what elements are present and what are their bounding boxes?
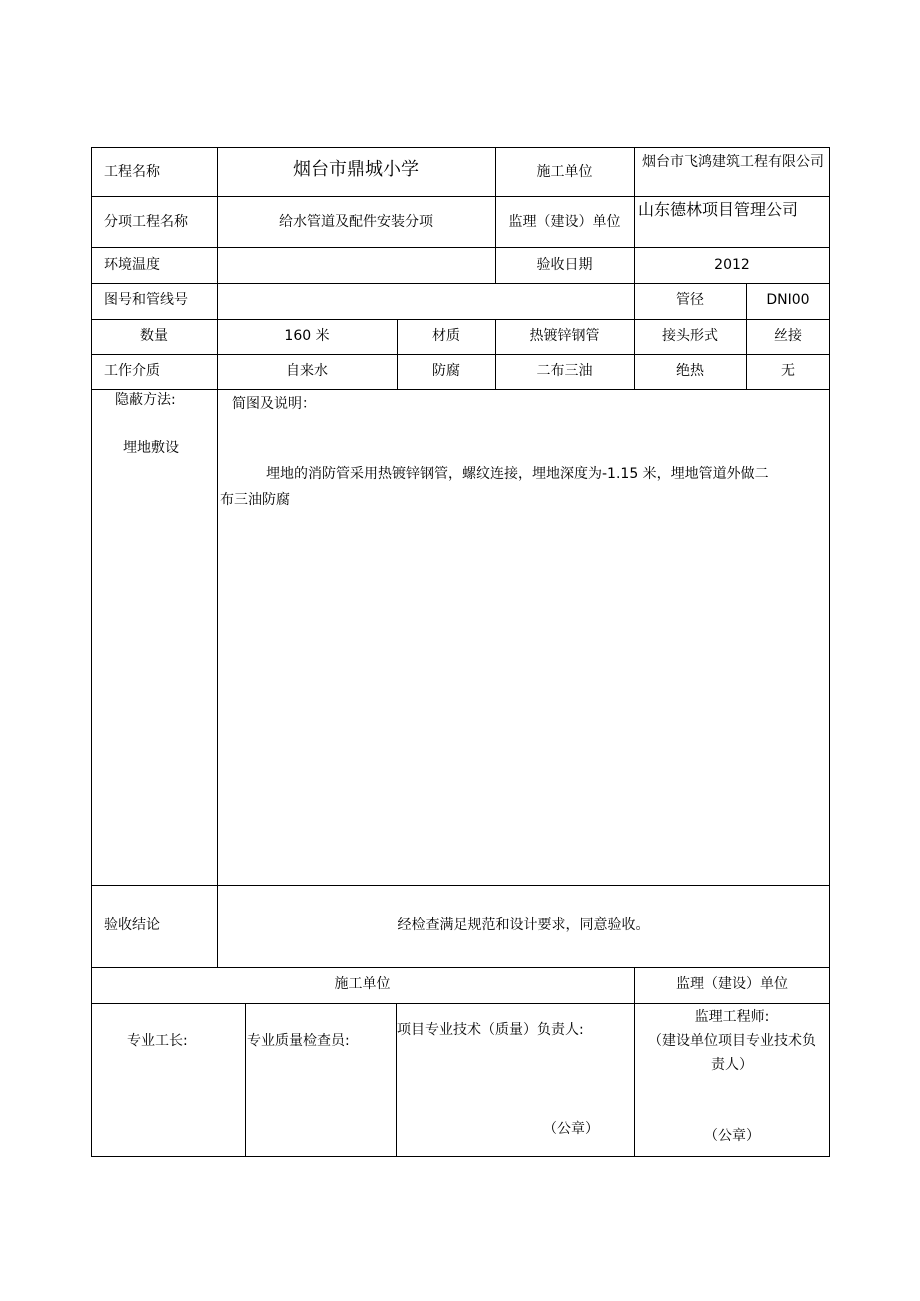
project-name-value: 烟台市鼎城小学 [293,159,419,180]
supervisor-engineer-label: 监理工程师: [694,1009,770,1025]
seal-left: （公章） [543,1121,599,1137]
project-name-label: 工程名称 [104,164,160,180]
conclusion-text: 经检查满足规范和设计要求，同意验收。 [397,917,650,933]
anticorr-label: 防腐 [432,363,460,379]
qc-inspector-label: 专业质量检查员: [247,1033,350,1049]
col-divider [245,1003,246,1156]
sketch-label: 简图及说明： [232,396,316,412]
accept-date-value: 2012 [714,257,750,273]
row-divider [92,283,829,284]
tech-lead-label: 项目专业技术（质量）负责人: [397,1022,584,1038]
description-line-2: 布三油防腐 [220,492,290,508]
row-divider [92,319,829,320]
row-divider [92,1003,829,1004]
supervision-header: 监理（建设）单位 [676,976,788,992]
seal-right: （公章） [704,1128,760,1144]
supervision-unit-label: 监理（建设）单位 [508,214,621,230]
row-divider [92,389,829,390]
material-label: 材质 [432,328,460,344]
insulation-value: 无 [781,363,795,379]
qty-value: 160 米 [284,328,330,344]
pipe-dia-value: DNI00 [766,292,810,308]
conclusion-label: 验收结论 [104,917,160,933]
description-line-1: 埋地的消防管采用热镀锌钢管，螺纹连接，埋地深度为-1.15 米，埋地管道外做二 [266,466,769,482]
joint-value: 丝接 [774,328,802,344]
construction-header: 施工单位 [334,976,391,992]
material-value: 热镀锌钢管 [529,328,600,344]
sub-project-label: 分项工程名称 [104,214,188,230]
drawing-no-label: 图号和管线号 [104,292,188,308]
anticorr-value: 二布三油 [536,363,593,379]
accept-date-label: 验收日期 [536,257,593,273]
foreman-label: 专业工长: [127,1033,188,1049]
row-divider [92,885,829,886]
construction-unit-label: 施工单位 [536,164,593,180]
row-divider [92,967,829,968]
construction-unit-value: 烟台市飞鸿建筑工程有限公司 [642,154,824,170]
medium-value: 自来水 [286,363,328,379]
sub-project-value: 给水管道及配件安装分项 [279,214,433,230]
qty-label: 数量 [140,328,168,344]
supervision-unit-value: 山东德林项目管理公司 [638,200,799,219]
env-temp-label: 环境温度 [104,257,160,273]
joint-label: 接头形式 [662,328,718,344]
method-label: 隐蔽方法: [115,392,176,408]
pipe-dia-label: 管径 [676,292,704,308]
row-divider [92,247,829,248]
medium-label: 工作介质 [104,363,160,379]
method-value: 埋地敷设 [123,440,179,456]
supervisor-note-line-1: （建设单位项目专业技术负 [648,1033,816,1049]
row-divider [92,196,829,197]
supervisor-note-line-2: 责人） [711,1057,753,1073]
insulation-label: 绝热 [676,363,704,379]
row-divider [92,354,829,355]
col-divider [217,148,218,967]
